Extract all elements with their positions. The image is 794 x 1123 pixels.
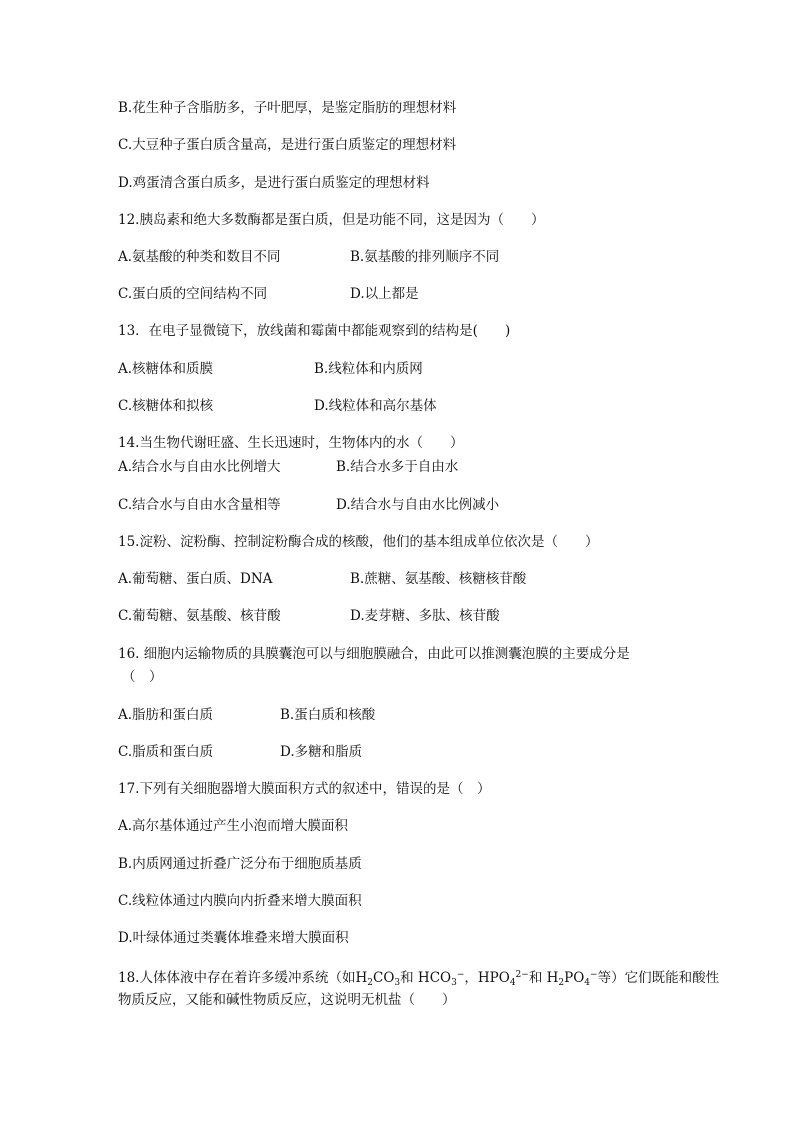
q13-option-d: D.线粒体和高尔基体 bbox=[314, 398, 437, 414]
q18-subscript: 2 bbox=[558, 978, 565, 988]
q18-stem-line2: 物质反应，又能和碱性物质反应，这说明无机盐（ ） bbox=[118, 992, 456, 1008]
q13-option-c: C.核糖体和拟核 bbox=[118, 398, 214, 414]
q13-option-a: A.核糖体和质膜 bbox=[118, 361, 214, 377]
q17-option-b: B.内质网通过折叠广泛分布于细胞质基质 bbox=[118, 856, 362, 872]
q12-option-b: B.氨基酸的排列顺序不同 bbox=[350, 249, 500, 265]
q16-stem-blank: （ ） bbox=[122, 669, 163, 685]
q18-stem-line1 bbox=[118, 966, 719, 992]
q18-subscript: 3 bbox=[451, 978, 457, 988]
q14-option-d: D.结合水与自由水比例减小 bbox=[336, 497, 500, 513]
q13-option-b: B.线粒体和内质网 bbox=[314, 361, 423, 377]
q16-option-d: D.多糖和脂质 bbox=[280, 744, 363, 760]
q18-superscript: − bbox=[590, 970, 598, 980]
q18-text: 和 HCO bbox=[400, 970, 452, 986]
q16-stem: 16. 细胞内运输物质的具膜囊泡可以与细胞膜融合，由此可以推测囊泡膜的主要成分是 bbox=[118, 646, 630, 662]
q11-option-d: D.鸡蛋清含蛋白质多，是进行蛋白质鉴定的理想材料 bbox=[118, 175, 430, 191]
q15-option-d: D.麦芽糖、多肽、核苷酸 bbox=[350, 608, 500, 624]
q14-option-b: B.结合水多于自由水 bbox=[336, 459, 459, 475]
q14-stem: 14.当生物代谢旺盛、生长迅速时，生物体内的水（ ） bbox=[118, 435, 464, 451]
q15-option-b: B.蔗糖、氨基酸、核糖核苷酸 bbox=[350, 571, 527, 587]
q17-option-d: D.叶绿体通过类囊体堆叠来增大膜面积 bbox=[118, 930, 349, 946]
q11-option-c: C.大豆种子蛋白质含量高，是进行蛋白质鉴定的理想材料 bbox=[118, 137, 457, 153]
q12-option-a: A.氨基酸的种类和数目不同 bbox=[118, 249, 281, 265]
q15-option-c: C.葡萄糖、氨基酸、核苷酸 bbox=[118, 608, 281, 624]
q18-text: 18.人体体液中存在着许多缓冲系统（如H bbox=[118, 970, 368, 986]
q15-option-a: A.葡萄糖、蛋白质、DNA bbox=[118, 571, 273, 587]
q15-stem: 15.淀粉、淀粉酶、控制淀粉酶合成的核酸，他们的基本组成单位依次是（ ） bbox=[118, 534, 599, 550]
q18-superscript: − bbox=[456, 970, 465, 980]
q12-option-d: D.以上都是 bbox=[350, 286, 419, 302]
q18-text: 和 H bbox=[528, 970, 559, 986]
q12-stem: 12.胰岛素和绝大多数酶都是蛋白质，但是功能不同，这是因为（ ） bbox=[118, 212, 545, 228]
q18-subscript: 4 bbox=[584, 978, 591, 988]
q18-text: CO bbox=[372, 970, 395, 986]
q14-option-a: A.结合水与自由水比例增大 bbox=[118, 459, 281, 475]
q16-option-c: C.脂质和蛋白质 bbox=[118, 744, 214, 760]
q12-option-c: C.蛋白质的空间结构不同 bbox=[118, 286, 268, 302]
q14-option-c: C.结合水与自由水含量相等 bbox=[118, 497, 281, 513]
q18-subscript: 2 bbox=[367, 978, 373, 988]
q18-subscript: 4 bbox=[509, 978, 516, 988]
q17-option-c: C.线粒体通过内膜向内折叠来增大膜面积 bbox=[118, 893, 362, 909]
q16-option-b: B.蛋白质和核酸 bbox=[280, 707, 376, 723]
q13-stem: 13．在电子显微镜下，放线菌和霉菌中都能观察到的结构是( ) bbox=[118, 323, 511, 339]
q18-text: ，HPO bbox=[464, 970, 510, 986]
q18-subscript: 3 bbox=[394, 978, 401, 988]
q11-option-b: B.花生种子含脂肪多，子叶肥厚，是鉴定脂肪的理想材料 bbox=[118, 100, 457, 116]
q17-stem: 17.下列有关细胞器增大膜面积方式的叙述中，错误的是（ ） bbox=[118, 781, 491, 797]
q18-text: 等）它们既能和酸性 bbox=[597, 970, 720, 986]
q16-option-a: A.脂肪和蛋白质 bbox=[118, 707, 214, 723]
q17-option-a: A.高尔基体通过产生小泡而增大膜面积 bbox=[118, 818, 349, 834]
q18-superscript: 2− bbox=[515, 970, 529, 980]
q18-text: PO bbox=[564, 970, 585, 986]
